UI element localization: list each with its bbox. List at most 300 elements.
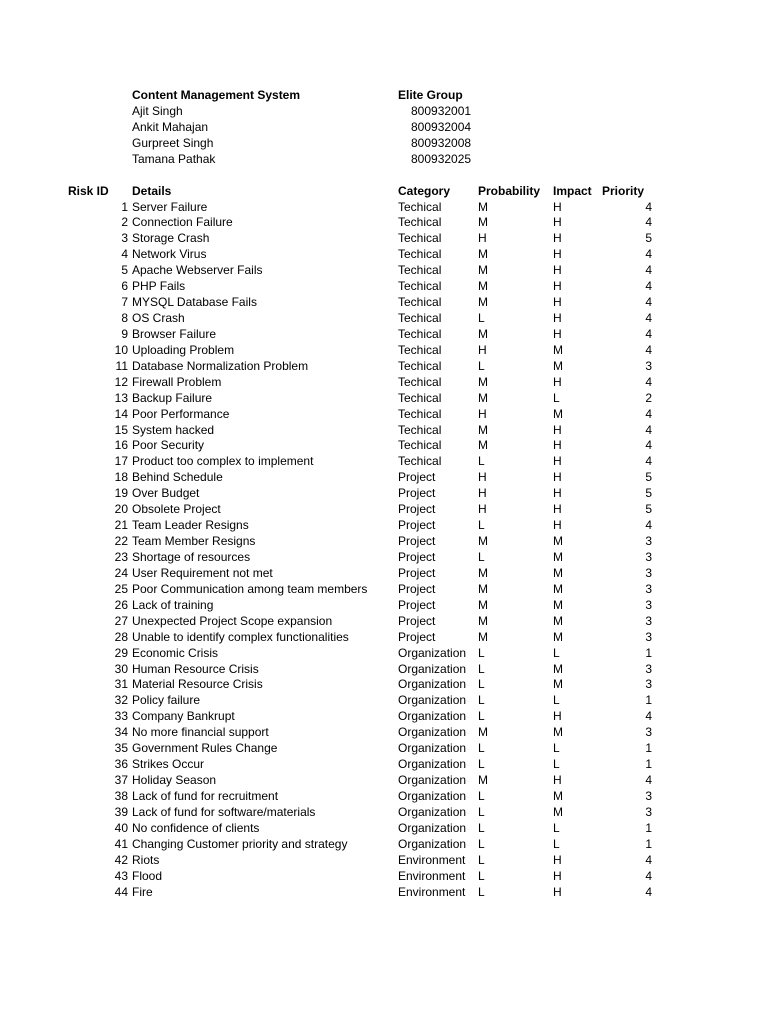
risk-id: 36 — [114, 757, 128, 771]
risk-details: Over Budget — [132, 486, 200, 501]
risk-impact: L — [553, 645, 560, 660]
risk-probability: M — [478, 390, 488, 405]
risk-details: Lack of fund for recruitment — [132, 788, 279, 803]
table-row — [0, 485, 768, 501]
table-row — [0, 453, 768, 469]
risk-details: Backup Failure — [132, 390, 213, 405]
risk-category: Techical — [398, 311, 442, 325]
table-row — [0, 422, 768, 438]
risk-category: Organization — [398, 645, 467, 660]
risk-category: Project — [398, 502, 436, 517]
risk-details: Apache Webserver Fails — [132, 263, 263, 278]
member-row — [0, 103, 768, 119]
risk-priority: 5 — [645, 502, 652, 517]
risk-priority: 3 — [645, 534, 652, 548]
risk-priority: 1 — [645, 757, 652, 771]
member-name: Ajit Singh — [132, 104, 183, 118]
risk-id: 30 — [114, 661, 128, 676]
risk-details: Policy failure — [132, 693, 201, 708]
risk-id: 12 — [114, 374, 128, 389]
risk-impact: H — [553, 518, 562, 533]
risk-category: Organization — [398, 773, 467, 787]
risk-probability: M — [478, 629, 488, 644]
risk-probability: L — [478, 693, 485, 708]
risk-probability: M — [478, 326, 488, 341]
risk-details: Government Rules Change — [132, 741, 278, 756]
risk-id: 14 — [114, 406, 128, 421]
risk-details: Flood — [132, 868, 163, 883]
risk-impact: H — [553, 486, 562, 501]
risk-priority: 1 — [645, 820, 652, 835]
risk-priority: 4 — [645, 263, 652, 278]
risk-probability: L — [478, 757, 485, 771]
risk-details: Changing Customer priority and strategy — [132, 836, 348, 851]
risk-details: Holiday Season — [132, 773, 217, 787]
risk-impact: L — [553, 836, 560, 851]
risk-priority: 3 — [645, 788, 652, 803]
risk-details: System hacked — [132, 422, 215, 437]
risk-probability: L — [478, 358, 485, 373]
risk-priority: 3 — [645, 597, 652, 612]
risk-category: Project — [398, 470, 436, 485]
risk-impact: M — [553, 581, 563, 596]
risk-priority: 4 — [645, 199, 652, 214]
risk-id: 34 — [114, 725, 128, 740]
risk-impact: H — [553, 231, 562, 246]
risk-category: Techical — [398, 199, 442, 214]
risk-impact: H — [553, 199, 562, 214]
risk-id: 3 — [121, 231, 128, 246]
risk-category: Techical — [398, 231, 442, 246]
risk-category: Project — [398, 597, 436, 612]
risk-priority: 4 — [645, 279, 652, 294]
risk-id: 15 — [114, 422, 128, 437]
risk-probability: L — [478, 454, 485, 469]
risk-id: 6 — [121, 279, 128, 294]
table-row — [0, 390, 768, 406]
risk-category: Environment — [398, 884, 466, 899]
member-row — [0, 119, 768, 135]
risk-priority: 3 — [645, 550, 652, 564]
risk-id: 5 — [121, 263, 128, 278]
risk-probability: L — [478, 852, 485, 867]
risk-id: 40 — [114, 820, 128, 835]
risk-id: 29 — [114, 645, 128, 660]
risk-impact: H — [553, 502, 562, 517]
risk-probability: L — [478, 788, 485, 803]
risk-priority: 4 — [645, 773, 652, 787]
risk-probability: L — [478, 709, 485, 724]
risk-probability: M — [478, 263, 488, 278]
risk-probability: H — [478, 470, 487, 485]
risk-probability: L — [478, 550, 485, 564]
risk-priority: 2 — [645, 390, 652, 405]
risk-category: Techical — [398, 390, 442, 405]
risk-priority: 1 — [645, 836, 652, 851]
risk-id: 39 — [114, 804, 128, 819]
risk-category: Organization — [398, 804, 467, 819]
risk-priority: 5 — [645, 486, 652, 501]
risk-id: 21 — [114, 518, 128, 533]
risk-impact: M — [553, 677, 563, 692]
risk-probability: L — [478, 645, 485, 660]
risk-details: Server Failure — [132, 199, 208, 214]
table-row — [0, 740, 768, 756]
risk-priority: 3 — [645, 565, 652, 580]
risk-id: 20 — [114, 502, 128, 517]
risk-id: 26 — [114, 597, 128, 612]
risk-category: Organization — [398, 677, 467, 692]
risk-id: 8 — [121, 311, 128, 325]
risk-category: Techical — [398, 374, 442, 389]
risk-impact: M — [553, 661, 563, 676]
group-name: Elite Group — [398, 88, 463, 102]
risk-id: 25 — [114, 581, 128, 596]
risk-priority: 4 — [645, 374, 652, 389]
risk-priority: 3 — [645, 358, 652, 373]
risk-category: Environment — [398, 852, 466, 867]
risk-details: Uploading Problem — [132, 342, 235, 357]
risk-category: Project — [398, 486, 436, 501]
risk-probability: L — [478, 884, 485, 899]
risk-id: 38 — [114, 788, 128, 803]
table-row — [0, 294, 768, 310]
table-row — [0, 868, 768, 884]
risk-priority: 4 — [645, 852, 652, 867]
table-row — [0, 501, 768, 517]
risk-impact: H — [553, 709, 562, 724]
risk-category: Techical — [398, 342, 442, 357]
risk-probability: M — [478, 565, 488, 580]
risk-category: Organization — [398, 661, 467, 676]
risk-priority: 4 — [645, 406, 652, 421]
risk-id: 28 — [114, 629, 128, 644]
risk-category: Techical — [398, 422, 442, 437]
risk-details: Behind Schedule — [132, 470, 223, 485]
risk-category: Techical — [398, 358, 442, 373]
table-row — [0, 852, 768, 868]
risk-details: Team Member Resigns — [132, 534, 256, 548]
risk-impact: M — [553, 788, 563, 803]
risk-id: 22 — [114, 534, 128, 548]
risk-id: 16 — [114, 438, 128, 453]
risk-impact: M — [553, 550, 563, 564]
risk-impact: H — [553, 326, 562, 341]
risk-details: Human Resource Crisis — [132, 661, 259, 676]
risk-id: 9 — [121, 326, 128, 341]
risk-impact: M — [553, 534, 563, 548]
risk-impact: M — [553, 565, 563, 580]
risk-impact: L — [553, 820, 560, 835]
risk-category: Organization — [398, 741, 467, 756]
risk-impact: M — [553, 597, 563, 612]
risk-details: Strikes Occur — [132, 757, 205, 771]
risk-priority: 5 — [645, 470, 652, 485]
risk-priority: 3 — [645, 581, 652, 596]
table-header-row — [0, 183, 768, 199]
member-name: Tamana Pathak — [132, 152, 216, 166]
risk-impact: H — [553, 868, 562, 883]
risk-probability: L — [478, 311, 485, 325]
risk-category: Project — [398, 613, 436, 628]
risk-probability: L — [478, 741, 485, 756]
risk-priority: 4 — [645, 247, 652, 262]
risk-category: Organization — [398, 709, 467, 724]
risk-priority: 4 — [645, 311, 652, 325]
risk-category: Project — [398, 518, 436, 533]
impact-header: Impact — [553, 184, 592, 198]
risk-probability: M — [478, 279, 488, 294]
risk-id: 37 — [114, 773, 128, 787]
risk-category: Techical — [398, 438, 442, 453]
table-row — [0, 565, 768, 581]
risk-details: Fire — [132, 884, 153, 899]
table-row — [0, 214, 768, 230]
risk-id: 23 — [114, 550, 128, 564]
risk-priority: 4 — [645, 868, 652, 883]
risk-probability: M — [478, 438, 488, 453]
member-name: Ankit Mahajan — [132, 120, 209, 134]
table-row — [0, 804, 768, 820]
risk-priority: 3 — [645, 725, 652, 740]
risk-id: 35 — [114, 741, 128, 756]
risk-impact: H — [553, 438, 562, 453]
risk-probability: M — [478, 597, 488, 612]
table-row — [0, 310, 768, 326]
risk-impact: M — [553, 342, 563, 357]
risk-id: 1 — [121, 199, 128, 214]
table-row — [0, 692, 768, 708]
risk-category: Techical — [398, 247, 442, 262]
risk-probability: H — [478, 342, 487, 357]
risk-priority: 3 — [645, 804, 652, 819]
risk-id: 24 — [114, 565, 128, 580]
risk-details: Network Virus — [132, 247, 207, 262]
risk-priority: 5 — [645, 231, 652, 246]
risk-probability: M — [478, 247, 488, 262]
risk-probability: L — [478, 868, 485, 883]
risk-id: 13 — [114, 390, 128, 405]
risk-id: 11 — [115, 358, 128, 373]
risk-priority: 4 — [645, 342, 652, 357]
risk-details: User Requirement not met — [132, 565, 273, 580]
table-row — [0, 199, 768, 215]
risk-category: Organization — [398, 693, 467, 708]
member-id: 800932025 — [411, 152, 472, 166]
risk-details: OS Crash — [132, 311, 185, 325]
risk-priority: 1 — [645, 693, 652, 708]
risk-priority: 4 — [645, 454, 652, 469]
risk-category: Techical — [398, 263, 442, 278]
table-row — [0, 406, 768, 422]
risk-details: No confidence of clients — [132, 820, 260, 835]
risk-details: Economic Crisis — [132, 645, 219, 660]
risk-probability: M — [478, 215, 488, 230]
table-row — [0, 676, 768, 692]
risk-details: Poor Security — [132, 438, 205, 453]
risk-details: Riots — [132, 852, 160, 867]
risk-category: Organization — [398, 836, 467, 851]
risk-probability: M — [478, 773, 488, 787]
risk-details: Browser Failure — [132, 326, 217, 341]
risk-category: Organization — [398, 757, 467, 771]
risk-impact: H — [553, 215, 562, 230]
risk-details: Obsolete Project — [132, 502, 221, 517]
risk-impact: H — [553, 773, 562, 787]
risk-probability: H — [478, 406, 487, 421]
risk-details: No more financial support — [132, 725, 269, 740]
risk-id: 10 — [114, 342, 128, 357]
table-row — [0, 661, 768, 677]
risk-category: Techical — [398, 454, 442, 469]
risk-id: 19 — [114, 486, 128, 501]
risk-category: Techical — [398, 326, 442, 341]
risk-probability: L — [478, 820, 485, 835]
table-row — [0, 230, 768, 246]
risk-id: 33 — [114, 709, 128, 724]
risk-probability: M — [478, 534, 488, 548]
table-row — [0, 597, 768, 613]
risk-details: Team Leader Resigns — [132, 518, 249, 533]
risk-impact: H — [553, 852, 562, 867]
risk-impact: M — [553, 358, 563, 373]
project-title: Content Management System — [132, 88, 301, 102]
risk-priority: 1 — [645, 741, 652, 756]
member-id: 800932008 — [411, 136, 472, 150]
risk-probability: M — [478, 422, 488, 437]
table-row — [0, 374, 768, 390]
risk-probability: H — [478, 502, 487, 517]
risk-probability: M — [478, 581, 488, 596]
risk-priority: 4 — [645, 709, 652, 724]
risk-category: Organization — [398, 788, 467, 803]
risk-id: 2 — [121, 215, 128, 230]
risk-id: 44 — [114, 884, 128, 899]
table-row — [0, 820, 768, 836]
table-row — [0, 246, 768, 262]
table-row — [0, 708, 768, 724]
risk-id: 42 — [114, 852, 128, 867]
risk-id: 17 — [114, 454, 128, 469]
risk-impact: H — [553, 279, 562, 294]
risk-id: 7 — [121, 295, 128, 310]
risk-impact: L — [553, 741, 560, 756]
risk-priority: 4 — [645, 326, 652, 341]
risk-probability: M — [478, 374, 488, 389]
risk-details: Database Normalization Problem — [132, 358, 309, 373]
risk-id: 43 — [114, 868, 128, 883]
table-row — [0, 437, 768, 453]
risk-category: Project — [398, 534, 436, 548]
risk-priority: 4 — [645, 518, 652, 533]
risk-category: Organization — [398, 725, 467, 740]
table-row — [0, 278, 768, 294]
risk-probability: H — [478, 486, 487, 501]
member-name: Gurpreet Singh — [132, 136, 214, 150]
risk-impact: M — [553, 629, 563, 644]
table-row — [0, 613, 768, 629]
risk-id: 32 — [114, 693, 128, 708]
risk-details: Storage Crash — [132, 231, 210, 246]
table-row — [0, 645, 768, 661]
risk-impact: H — [553, 422, 562, 437]
risk-probability: L — [478, 677, 485, 692]
risk-probability: L — [478, 661, 485, 676]
risk-details: Lack of training — [132, 597, 214, 612]
category-header: Category — [398, 184, 451, 198]
risk-details: PHP Fails — [132, 279, 186, 294]
table-row — [0, 549, 768, 565]
risk-details: Poor Communication among team members — [132, 581, 368, 596]
risk-impact: H — [553, 454, 562, 469]
risk-details: Company Bankrupt — [132, 709, 235, 724]
risk-id: 18 — [114, 470, 128, 485]
risk-probability: L — [478, 836, 485, 851]
risk-impact: M — [553, 406, 563, 421]
table-row — [0, 772, 768, 788]
risk-details: Lack of fund for software/materials — [132, 804, 316, 819]
risk-id: 27 — [114, 613, 128, 628]
details-header: Details — [132, 184, 172, 198]
table-row — [0, 469, 768, 485]
table-row — [0, 788, 768, 804]
risk-impact: M — [553, 613, 563, 628]
risk-details: Unexpected Project Scope expansion — [132, 613, 333, 628]
risk-details: Poor Performance — [132, 406, 230, 421]
table-row — [0, 756, 768, 772]
risk-probability: M — [478, 725, 488, 740]
member-id: 800932001 — [411, 104, 472, 118]
risk-category: Project — [398, 629, 436, 644]
risk-impact: L — [553, 390, 560, 405]
risk-impact: M — [553, 725, 563, 740]
risk-category: Organization — [398, 820, 467, 835]
risk-details: Shortage of resources — [132, 550, 251, 564]
risk-details: Connection Failure — [132, 215, 233, 230]
risk-priority: 4 — [645, 422, 652, 437]
risk-probability: L — [478, 804, 485, 819]
risk-category: Environment — [398, 868, 466, 883]
risk-details: Unable to identify complex functionalities — [132, 629, 349, 644]
table-row — [0, 629, 768, 645]
risk-priority: 4 — [645, 884, 652, 899]
risk-category: Project — [398, 550, 436, 564]
risk-id: 41 — [114, 836, 128, 851]
risk-priority: 3 — [645, 661, 652, 676]
risk-category: Techical — [398, 406, 442, 421]
risk-priority: 3 — [645, 629, 652, 644]
risk-details: Material Resource Crisis — [132, 677, 263, 692]
probability-header: Probability — [478, 184, 541, 198]
risk-details: Product too complex to implement — [132, 454, 314, 469]
risk-priority: 3 — [645, 613, 652, 628]
risk-category: Techical — [398, 279, 442, 294]
risk-details: MYSQL Database Fails — [132, 295, 257, 310]
risk-impact: H — [553, 295, 562, 310]
table-row — [0, 533, 768, 549]
table-row — [0, 724, 768, 740]
risk-details: Firewall Problem — [132, 374, 222, 389]
table-row — [0, 581, 768, 597]
risk-id: 31 — [114, 677, 128, 692]
header-title-row — [0, 87, 768, 103]
risk-impact: H — [553, 374, 562, 389]
member-row — [0, 135, 768, 151]
member-id: 800932004 — [411, 120, 472, 134]
risk-priority: 1 — [645, 645, 652, 660]
risk-probability: M — [478, 613, 488, 628]
risk-priority: 4 — [645, 215, 652, 230]
